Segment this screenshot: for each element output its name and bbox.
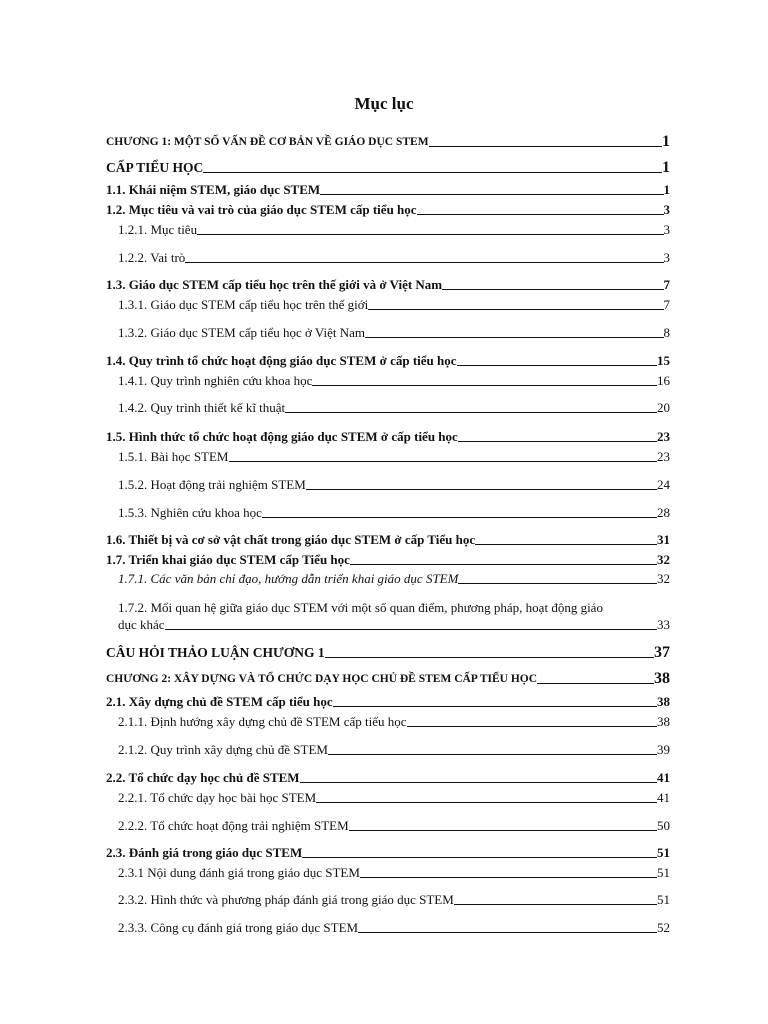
toc-subsection-1-4-2[interactable] xyxy=(118,400,670,416)
toc-subsection-1-2-1[interactable] xyxy=(118,222,670,238)
toc-page-number: 51 xyxy=(657,865,670,880)
toc-section-1-1[interactable] xyxy=(106,182,670,198)
toc-subsection-2-1-1[interactable] xyxy=(118,714,670,730)
toc-page-number: 16 xyxy=(657,373,670,388)
dot-leader xyxy=(316,802,657,803)
toc-page-number: 3 xyxy=(663,250,670,265)
toc-entry-text: 1.5. Hình thức tổ chức hoạt động giáo dục STEM ở cấp tiểu học xyxy=(106,429,458,444)
toc-page-number: 7 xyxy=(663,297,670,312)
dot-leader xyxy=(442,289,663,290)
toc-entry-text: 1.3. Giáo dục STEM cấp tiểu học trên thế giới và ở Việt Nam xyxy=(106,277,443,292)
dot-leader xyxy=(302,857,657,858)
toc-subsection-1-5-2[interactable] xyxy=(118,477,670,493)
toc-discussion-chapter-1[interactable] xyxy=(106,645,670,661)
toc-subsection-1-4-1[interactable] xyxy=(118,373,670,389)
toc-entry-text: 1.2. Mục tiêu và vai trò của giáo dục STEM cấp tiểu học xyxy=(106,202,417,217)
dot-leader xyxy=(262,517,657,518)
toc-page-number: 1 xyxy=(662,159,670,176)
dot-leader xyxy=(197,234,663,235)
toc-page-number: 8 xyxy=(663,325,670,340)
toc-page-number: 20 xyxy=(657,400,670,415)
toc-subsection-1-7-2[interactable] xyxy=(118,599,670,633)
dot-leader xyxy=(358,932,657,933)
toc-page-number: 15 xyxy=(657,353,670,368)
toc-subsection-1-7-1[interactable] xyxy=(118,571,670,587)
toc-entry-text: CHƯƠNG 1: MỘT SỐ VẤN ĐỀ CƠ BẢN VỀ GIÁO DỤC STEM xyxy=(106,136,429,148)
toc-entry-text: 2.2.2. Tổ chức hoạt động trải nghiệm STEM xyxy=(118,818,349,833)
dot-leader xyxy=(203,172,662,173)
dot-leader xyxy=(300,782,657,783)
toc-page-number: 1 xyxy=(663,182,670,197)
toc-subsection-1-3-2[interactable] xyxy=(118,325,670,341)
toc-section-1-3[interactable] xyxy=(106,277,670,293)
toc-section-1-5[interactable] xyxy=(106,429,670,445)
toc-entry-text: 2.3. Đánh giá trong giáo dục STEM xyxy=(106,845,303,860)
toc-entry-text: 1.5.1. Bài học STEM xyxy=(118,449,229,464)
toc-subsection-2-3-1[interactable] xyxy=(118,865,670,881)
page-title: Mục lục xyxy=(354,94,414,113)
toc-subsection-1-5-1[interactable] xyxy=(118,449,670,465)
toc-page-number: 23 xyxy=(657,429,670,444)
dot-leader xyxy=(325,657,654,658)
toc-subsection-2-3-2[interactable] xyxy=(118,892,670,908)
toc-section-1-4[interactable] xyxy=(106,353,670,369)
toc-entry-text: 2.1. Xây dựng chủ đề STEM cấp tiểu học xyxy=(106,694,333,709)
toc-chapter-1-cont[interactable] xyxy=(106,160,670,176)
dot-leader xyxy=(285,412,657,413)
toc-subsection-1-5-3[interactable] xyxy=(118,505,670,521)
toc-section-2-2[interactable] xyxy=(106,770,670,786)
toc-page-number: 1 xyxy=(662,133,670,150)
toc-entry-text: 1.2.2. Vai trò xyxy=(118,250,186,265)
toc-entry-text: 1.7. Triển khai giáo dục STEM cấp Tiểu học xyxy=(106,552,350,567)
dot-leader xyxy=(306,489,657,490)
toc-section-1-2[interactable] xyxy=(106,202,670,218)
toc-section-2-3[interactable] xyxy=(106,845,670,861)
dot-leader xyxy=(475,544,657,545)
toc-section-2-1[interactable] xyxy=(106,694,670,710)
toc-page-number: 31 xyxy=(657,532,670,547)
toc-entry-text: CẤP TIỂU HỌC xyxy=(106,160,204,175)
toc-page-number: 39 xyxy=(657,742,670,757)
toc-entry-text: 1.3.1. Giáo dục STEM cấp tiểu học trên thế giới xyxy=(118,297,369,312)
toc-page-number: 3 xyxy=(663,222,670,237)
dot-leader xyxy=(229,461,658,462)
dot-leader xyxy=(312,385,657,386)
toc-page-number: 23 xyxy=(657,449,670,464)
toc-entry-text: 1.4.1. Quy trình nghiên cứu khoa học xyxy=(118,373,313,388)
dot-leader xyxy=(360,877,657,878)
toc-page-number: 41 xyxy=(657,790,670,805)
toc-subsection-2-2-1[interactable] xyxy=(118,790,670,806)
toc-subsection-1-2-2[interactable] xyxy=(118,250,670,266)
toc-section-1-6[interactable] xyxy=(106,532,670,548)
dot-leader xyxy=(417,214,664,215)
toc-page-number: 3 xyxy=(663,202,670,217)
toc-entry-text: 2.1.1. Định hướng xây dựng chủ đề STEM cấp tiểu học xyxy=(118,714,407,729)
dot-leader xyxy=(458,583,657,584)
toc-page-number: 33 xyxy=(657,617,670,632)
toc-page-number: 37 xyxy=(654,644,670,661)
toc-entry-text: 2.2.1. Tổ chức dạy học bài học STEM xyxy=(118,790,317,805)
dot-leader xyxy=(365,337,663,338)
toc-chapter-1[interactable] xyxy=(106,134,670,150)
toc-entry-text: 2.3.2. Hình thức và phương pháp đánh giá trong giáo dục STEM xyxy=(118,892,454,907)
toc-subsection-2-1-2[interactable] xyxy=(118,742,670,758)
toc-entry-text: 1.4.2. Quy trình thiết kế kĩ thuật xyxy=(118,400,286,415)
toc-entry-text: 2.2. Tổ chức dạy học chủ đề STEM xyxy=(106,770,300,785)
dot-leader xyxy=(368,309,663,310)
toc-entry-text: 1.6. Thiết bị và cơ sở vật chất trong giáo dục STEM ở cấp Tiểu học xyxy=(106,532,476,547)
toc-page-number: 28 xyxy=(657,505,670,520)
dot-leader xyxy=(333,706,657,707)
toc-page-number: 7 xyxy=(663,277,670,292)
toc-page-number: 24 xyxy=(657,477,670,492)
toc-page-number: 51 xyxy=(657,892,670,907)
dot-leader xyxy=(454,904,657,905)
dot-leader xyxy=(407,726,657,727)
toc-page-number: 32 xyxy=(657,571,670,586)
toc-entry-text: 2.3.1 Nội dung đánh giá trong giáo dục STEM xyxy=(118,865,360,880)
toc-subsection-2-3-3[interactable] xyxy=(118,920,670,936)
dot-leader xyxy=(350,564,657,565)
toc-entry-text: 2.3.3. Công cụ đánh giá trong giáo dục STEM xyxy=(118,920,359,935)
dot-leader xyxy=(457,365,657,366)
toc-page-number: 50 xyxy=(657,818,670,833)
dot-leader xyxy=(165,629,657,630)
toc-entry-text: CÂU HỎI THẢO LUẬN CHƯƠNG 1 xyxy=(106,645,325,660)
toc-entry-text-cont: dục khác xyxy=(118,617,165,632)
toc-entry-text: 1.2.1. Mục tiêu xyxy=(118,222,198,237)
toc-page-number: 38 xyxy=(654,670,670,687)
toc-entry-text: 2.1.2. Quy trình xây dựng chủ đề STEM xyxy=(118,742,328,757)
dot-leader xyxy=(429,146,662,147)
toc-entry-text: CHƯƠNG 2: XÂY DỰNG VÀ TỔ CHỨC DẠY HỌC CHỦ ĐỀ STEM CẤP TIỂU HỌC xyxy=(106,673,538,685)
toc-entry-text: 1.4. Quy trình tổ chức hoạt động giáo dục STEM ở cấp tiểu học xyxy=(106,353,457,368)
toc-entry-text: 1.5.2. Hoạt động trải nghiệm STEM xyxy=(118,477,306,492)
dot-leader xyxy=(328,754,657,755)
dot-leader xyxy=(185,262,663,263)
toc-entry-text: 1.3.2. Giáo dục STEM cấp tiểu học ở Việt Nam xyxy=(118,325,366,340)
toc-entry-text: 1.1. Khái niệm STEM, giáo dục STEM xyxy=(106,182,321,197)
toc-page-number: 51 xyxy=(657,845,670,860)
toc-page-number: 32 xyxy=(657,552,670,567)
toc-subsection-1-3-1[interactable] xyxy=(118,297,670,313)
toc-page-number: 38 xyxy=(657,714,670,729)
toc-entry-text: 1.7.2. Mối quan hệ giữa giáo dục STEM với một số quan điểm, phương pháp, hoạt động giáo xyxy=(118,600,603,615)
toc-chapter-2[interactable] xyxy=(106,671,670,687)
dot-leader xyxy=(349,830,657,831)
toc-subsection-2-2-2[interactable] xyxy=(118,818,670,834)
toc-entry-text: 1.7.1. Các văn bản chỉ đạo, hướng dẫn triển khai giáo dục STEM xyxy=(118,571,459,586)
toc-section-1-7[interactable] xyxy=(106,552,670,568)
toc-page-number: 41 xyxy=(657,770,670,785)
toc-page-number: 52 xyxy=(657,920,670,935)
toc-page-number: 38 xyxy=(657,694,670,709)
dot-leader xyxy=(320,194,663,195)
dot-leader xyxy=(458,441,657,442)
toc-entry-text: 1.5.3. Nghiên cứu khoa học xyxy=(118,505,262,520)
dot-leader xyxy=(537,683,654,684)
